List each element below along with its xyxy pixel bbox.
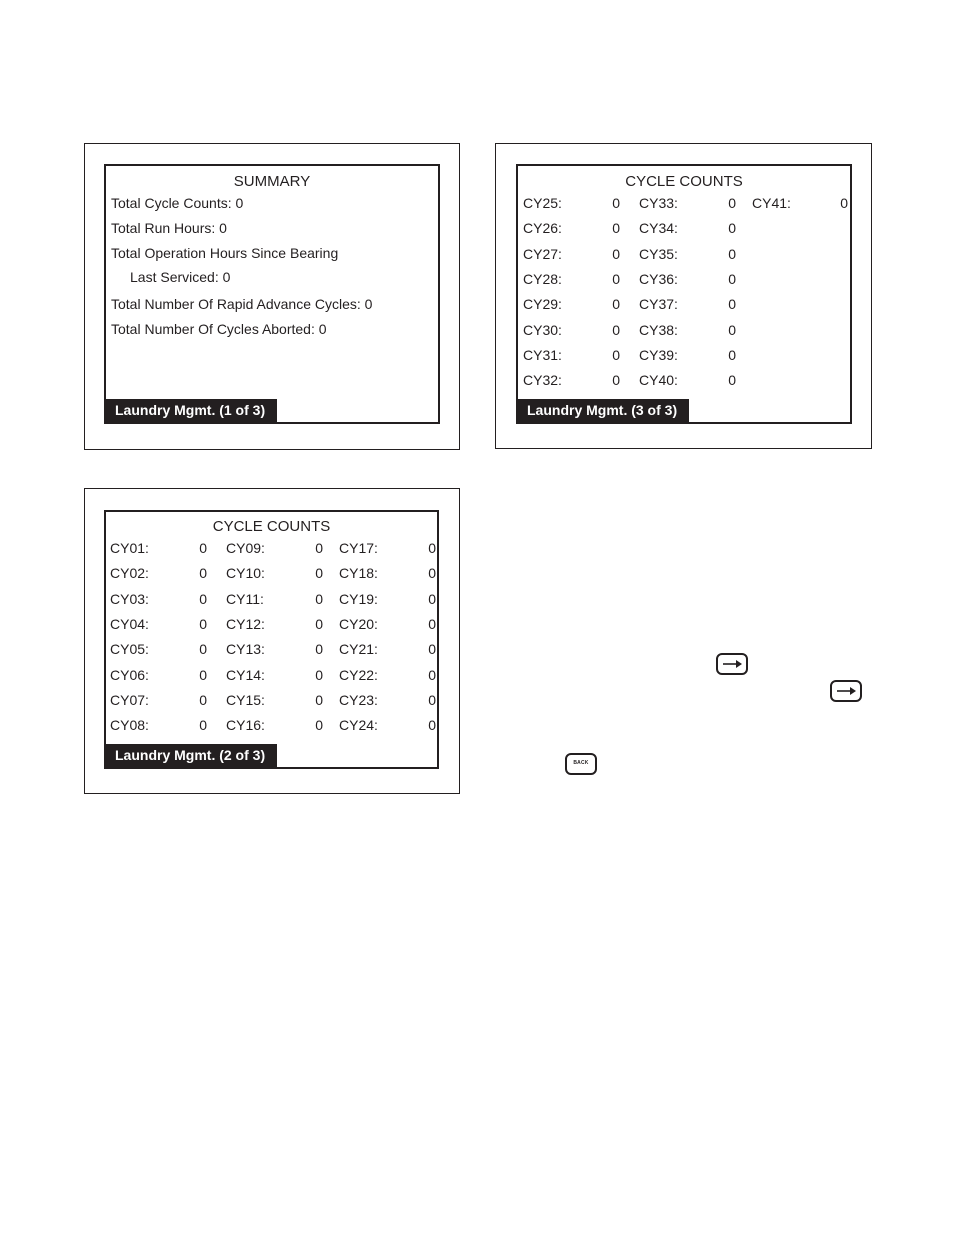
cycle-label: CY06: xyxy=(110,666,149,683)
screen-title: CYCLE COUNTS xyxy=(212,518,331,535)
cycle-count-value: 0 xyxy=(315,565,323,582)
cycle-label: CY23: xyxy=(339,691,378,708)
cycle-label: CY21: xyxy=(339,641,378,658)
cycle-counts-page3-frame xyxy=(495,143,872,449)
cycle-count-value: 0 xyxy=(315,615,323,632)
summary-screen xyxy=(104,164,440,424)
cycle-label: CY22: xyxy=(339,666,378,683)
screen-title: CYCLE COUNTS xyxy=(625,173,743,190)
cycle-label: CY37: xyxy=(639,296,678,313)
cycle-count-value: 0 xyxy=(612,220,620,237)
cycle-label: CY11: xyxy=(226,590,264,607)
cycle-label: CY27: xyxy=(523,245,562,262)
cycle-count-value: 0 xyxy=(315,691,323,708)
cycle-count-value: 0 xyxy=(428,590,436,607)
cycle-count-value: 0 xyxy=(728,195,736,211)
cycle-label: CY15: xyxy=(226,691,265,708)
cycle-count-value: 0 xyxy=(612,245,620,262)
screen-footer: Laundry Mgmt. (3 of 3) xyxy=(518,399,689,422)
cycle-label: CY02: xyxy=(110,565,149,582)
cycle-label: CY36: xyxy=(639,270,678,287)
cycle-count-value: 0 xyxy=(612,270,620,287)
summary-panel-frame xyxy=(84,143,460,450)
cycle-label: CY01: xyxy=(110,540,149,556)
cycle-label: CY38: xyxy=(639,321,678,338)
cycle-count-value: 0 xyxy=(199,666,207,683)
cycle-count-value: 0 xyxy=(612,372,620,389)
cycle-label: CY34: xyxy=(639,220,678,237)
cycle-count-value: 0 xyxy=(315,641,323,658)
back-key-label: BACK xyxy=(573,760,589,766)
cycle-label: CY41: xyxy=(752,195,791,211)
cycle-label: CY28: xyxy=(523,270,562,287)
cycle-label: CY35: xyxy=(639,245,678,262)
cycle-count-value: 0 xyxy=(199,590,207,607)
total-cycle-counts: Total Cycle Counts: 0 xyxy=(111,195,244,211)
cycle-count-value: 0 xyxy=(199,565,207,582)
arrow-right-key-icon xyxy=(830,680,862,702)
cycle-count-value: 0 xyxy=(199,540,207,556)
cycle-count-value: 0 xyxy=(428,641,436,658)
cycle-label: CY12: xyxy=(226,615,265,632)
cycle-label: CY40: xyxy=(639,372,678,389)
cycle-label: CY05: xyxy=(110,641,149,658)
cycle-count-value: 0 xyxy=(315,666,323,683)
cycle-label: CY31: xyxy=(523,346,562,363)
arrow-right-key-icon xyxy=(716,653,748,675)
cycle-count-value: 0 xyxy=(315,540,323,556)
cycle-label: CY33: xyxy=(639,195,678,211)
cycle-count-value: 0 xyxy=(428,717,436,734)
cycle-count-value: 0 xyxy=(612,321,620,338)
total-run-hours: Total Run Hours: 0 xyxy=(111,220,227,236)
cycle-counts-page3-screen xyxy=(516,164,852,424)
cycle-label: CY17: xyxy=(339,540,378,556)
cycle-label: CY04: xyxy=(110,615,149,632)
cycle-count-value: 0 xyxy=(428,615,436,632)
cycle-count-value: 0 xyxy=(728,321,736,338)
cycle-counts-page2-screen xyxy=(104,510,439,769)
cycle-label: CY29: xyxy=(523,296,562,313)
cycle-count-value: 0 xyxy=(728,220,736,237)
cycle-label: CY16: xyxy=(226,717,265,734)
cycle-count-value: 0 xyxy=(428,565,436,582)
cycle-label: CY13: xyxy=(226,641,265,658)
cycles-aborted: Total Number Of Cycles Aborted: 0 xyxy=(111,321,327,337)
cycle-label: CY39: xyxy=(639,346,678,363)
cycle-label: CY09: xyxy=(226,540,265,556)
cycle-label: CY26: xyxy=(523,220,562,237)
cycle-count-value: 0 xyxy=(612,346,620,363)
cycle-label: CY07: xyxy=(110,691,149,708)
cycle-count-value: 0 xyxy=(728,296,736,313)
cycle-count-value: 0 xyxy=(728,270,736,287)
screen-footer: Laundry Mgmt. (2 of 3) xyxy=(106,744,277,767)
cycle-label: CY30: xyxy=(523,321,562,338)
cycle-label: CY08: xyxy=(110,717,149,734)
cycle-label: CY19: xyxy=(339,590,378,607)
cycle-count-value: 0 xyxy=(428,540,436,556)
cycle-count-value: 0 xyxy=(315,590,323,607)
cycle-count-value: 0 xyxy=(428,691,436,708)
cycle-label: CY10: xyxy=(226,565,265,582)
cycle-label: CY14: xyxy=(226,666,265,683)
screen-footer: Laundry Mgmt. (1 of 3) xyxy=(106,399,277,422)
cycle-count-value: 0 xyxy=(199,641,207,658)
cycle-count-value: 0 xyxy=(840,195,848,211)
cycle-count-value: 0 xyxy=(199,717,207,734)
cycle-count-value: 0 xyxy=(728,346,736,363)
cycle-count-value: 0 xyxy=(612,296,620,313)
total-operation-hours: Total Operation Hours Since Bearing xyxy=(111,245,339,261)
back-key-icon xyxy=(565,753,597,775)
cycle-label: CY18: xyxy=(339,565,378,582)
cycle-count-value: 0 xyxy=(612,195,620,211)
cycle-label: CY32: xyxy=(523,372,562,389)
cycle-count-value: 0 xyxy=(728,245,736,262)
cycle-label: CY03: xyxy=(110,590,149,607)
cycle-count-value: 0 xyxy=(428,666,436,683)
cycle-count-value: 0 xyxy=(199,615,207,632)
screen-title: SUMMARY xyxy=(233,173,311,190)
cycle-label: CY25: xyxy=(523,195,562,211)
rapid-advance-cycles: Total Number Of Rapid Advance Cycles: 0 xyxy=(111,296,373,312)
cycle-count-value: 0 xyxy=(315,717,323,734)
cycle-count-value: 0 xyxy=(199,691,207,708)
cycle-label: CY20: xyxy=(339,615,378,632)
last-serviced: Last Serviced: 0 xyxy=(130,269,231,285)
cycle-counts-page2-frame xyxy=(84,488,460,794)
cycle-count-value: 0 xyxy=(728,372,736,389)
cycle-label: CY24: xyxy=(339,717,378,734)
